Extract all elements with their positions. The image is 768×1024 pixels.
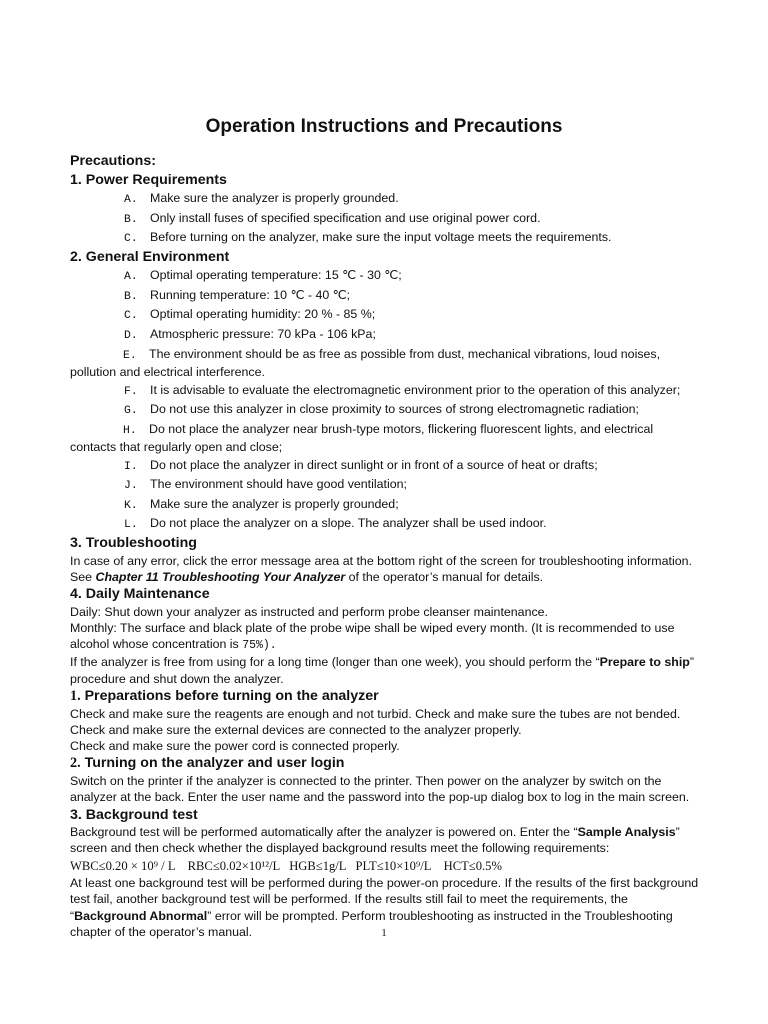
list-item-text: The environment should have good ventilation; xyxy=(150,477,407,492)
list-item xyxy=(70,476,702,494)
list-item-text: Do not place the analyzer in direct sunlight or in front of a source of heat or drafts; xyxy=(150,457,598,472)
step-number: 2. xyxy=(70,755,81,772)
step-number: 3. xyxy=(70,806,82,823)
list-item-text: Optimal operating temperature: 15 ℃ - 30 ℃; xyxy=(150,268,402,283)
section-title: Troubleshooting xyxy=(85,535,197,551)
list-marker: F. xyxy=(124,385,138,398)
list-marker: L. xyxy=(124,519,138,532)
section-number: 3. xyxy=(70,535,82,551)
list-item xyxy=(70,210,702,228)
list-item xyxy=(70,267,702,285)
list-item-text: Do not use this analyzer in close proximity to sources of strong electromagnetic radiation; xyxy=(150,402,639,417)
step-heading-background-test xyxy=(70,807,702,825)
list-item xyxy=(70,306,702,324)
section-title: General Environment xyxy=(85,248,230,265)
troubleshooting-paragraph xyxy=(70,553,702,586)
section-title: Power Requirements xyxy=(85,171,227,188)
section-heading-environment xyxy=(70,249,702,267)
section-heading-troubleshooting xyxy=(70,535,702,553)
list-item-text: It is advisable to evaluate the electromagnetic environment prior to the operation of this analyzer; xyxy=(150,382,681,397)
paragraph-text: At least one background test will be performed during the power-on procedure. If the results of the first background test fail, another background test will be performed. If the results still fail to meet the requirements, the “ xyxy=(70,875,699,923)
list-marker: E. xyxy=(123,349,137,362)
paragraph-text: Monthly: The surface and black plate of the probe wipe shall be wiped every month. (It is recommended to use alcohol whose concentration is xyxy=(70,620,675,652)
step-title: Background test xyxy=(85,806,198,823)
list-marker: I. xyxy=(124,460,138,473)
list-marker: B. xyxy=(124,290,138,303)
document-body xyxy=(70,153,702,940)
list-item xyxy=(70,346,702,381)
list-item xyxy=(70,496,702,514)
paragraph-text: ” error will be prompted. Perform troubleshooting as instructed in the Troubleshooting chapter of the operator’s manual. xyxy=(70,908,673,939)
paragraph-text: In case of any error, click the error message area at the bottom right of the screen for troubleshooting information. xyxy=(70,553,692,568)
see-text: See xyxy=(70,569,93,584)
precautions-heading: Precautions: xyxy=(70,153,156,169)
list-marker: A. xyxy=(124,271,138,284)
paragraph-text: of the operator’s manual for details. xyxy=(348,569,544,584)
chapter-reference: Chapter 11 Troubleshooting Your Analyzer xyxy=(95,569,346,584)
list-item-text: Make sure the analyzer is properly grounded; xyxy=(150,496,399,511)
paragraph-text: Background test will be performed automatically after the analyzer is powered on. Enter the “ xyxy=(70,825,578,840)
section-number: 1. xyxy=(70,171,82,188)
step-number: 1. xyxy=(70,688,81,705)
list-item-text: The environment should be as free as possible from dust, mechanical vibrations, loud noises, pollution and electrical interference. xyxy=(70,346,661,379)
background-requirements-formula: WBC≤0.20 × 10⁹ / L RBC≤0.02×10¹²/L HGB≤1g/L PLT≤10×10⁹/L HCT≤0.5% xyxy=(70,858,502,873)
list-item-text: Only install fuses of specified specification and use original power cord. xyxy=(150,210,541,225)
page-number: 1 xyxy=(381,927,387,939)
list-item xyxy=(70,287,702,305)
power-requirements-list xyxy=(70,190,702,247)
list-marker: B. xyxy=(124,213,138,226)
list-marker: A. xyxy=(124,194,138,206)
general-environment-list xyxy=(70,267,702,533)
list-item-text: Atmospheric pressure: 70 kPa - 106 kPa; xyxy=(150,327,376,342)
section-number: 4. xyxy=(70,586,82,603)
section-heading-maintenance xyxy=(70,586,702,604)
list-item-text: Do not place the analyzer on a slope. The analyzer shall be used indoor. xyxy=(150,516,547,531)
list-item xyxy=(70,229,702,247)
list-marker: H. xyxy=(123,424,137,437)
step-heading-preparations xyxy=(70,688,702,706)
section-heading-power xyxy=(70,172,702,190)
monthly-maintenance-text xyxy=(70,620,702,655)
preparation-line: Check and make sure the power cord is connected properly. xyxy=(70,739,400,754)
step-title: Preparations before turning on the analyzer xyxy=(84,688,379,705)
list-item-text: Before turning on the analyzer, make sure the input voltage meets the requirements. xyxy=(150,230,612,245)
step-heading-login xyxy=(70,755,702,773)
long-time-storage-text xyxy=(70,654,702,687)
prepare-to-ship-term: Prepare to ship xyxy=(599,655,690,670)
background-test-paragraph xyxy=(70,824,702,857)
list-marker: C. xyxy=(124,310,138,323)
list-marker: J. xyxy=(124,480,138,493)
list-marker: D. xyxy=(124,330,138,343)
paragraph-text: ” screen and then check whether the displayed background results meet the following requirements: xyxy=(70,825,680,856)
list-marker: K. xyxy=(124,499,138,512)
step-title: Turning on the analyzer and user login xyxy=(84,755,345,772)
list-item xyxy=(70,421,702,456)
preparation-line: Check and make sure the external devices are connected to the analyzer properly. xyxy=(70,722,522,737)
list-item-text: Optimal operating humidity: 20 % - 85 %; xyxy=(150,307,376,322)
paragraph-text: If the analyzer is free from using for a long time (longer than one week), you should perform the “ xyxy=(70,655,600,670)
list-item xyxy=(70,457,702,475)
list-item-text: Do not place the analyzer near brush-type motors, flickering fluorescent lights, and electrical contacts that regularly open and close; xyxy=(70,421,654,455)
background-abnormal-term: Background Abnormal xyxy=(74,908,208,923)
sample-analysis-term: Sample Analysis xyxy=(577,825,676,840)
list-item xyxy=(70,382,702,400)
login-paragraph: Switch on the printer if the analyzer is connected to the printer. Then power on the analyzer by switch on the analyzer at the back. Enter the user name and the password into the pop-up dialog box to log in the main screen. xyxy=(70,773,690,805)
list-item xyxy=(70,326,702,344)
list-marker: G. xyxy=(124,405,138,418)
list-item-text: Running temperature: 10 ℃ - 40 ℃; xyxy=(150,287,351,302)
concentration-value: 75%). xyxy=(242,639,277,653)
daily-maintenance-text: Daily: Shut down your analyzer as instructed and perform probe cleanser maintenance. xyxy=(70,604,548,619)
list-item xyxy=(70,190,702,208)
list-item xyxy=(70,401,702,419)
preparation-line: Check and make sure the reagents are enough and not turbid. Check and make sure the tubes are not bended. xyxy=(70,706,681,721)
section-number: 2. xyxy=(70,248,82,265)
list-item xyxy=(70,515,702,533)
section-title: Daily Maintenance xyxy=(85,586,210,603)
list-marker: C. xyxy=(124,233,138,246)
paragraph-text: ” procedure and shut down the analyzer. xyxy=(70,655,694,686)
list-item-text: Make sure the analyzer is properly grounded. xyxy=(150,191,399,205)
page-title: Operation Instructions and Precautions xyxy=(205,116,563,137)
